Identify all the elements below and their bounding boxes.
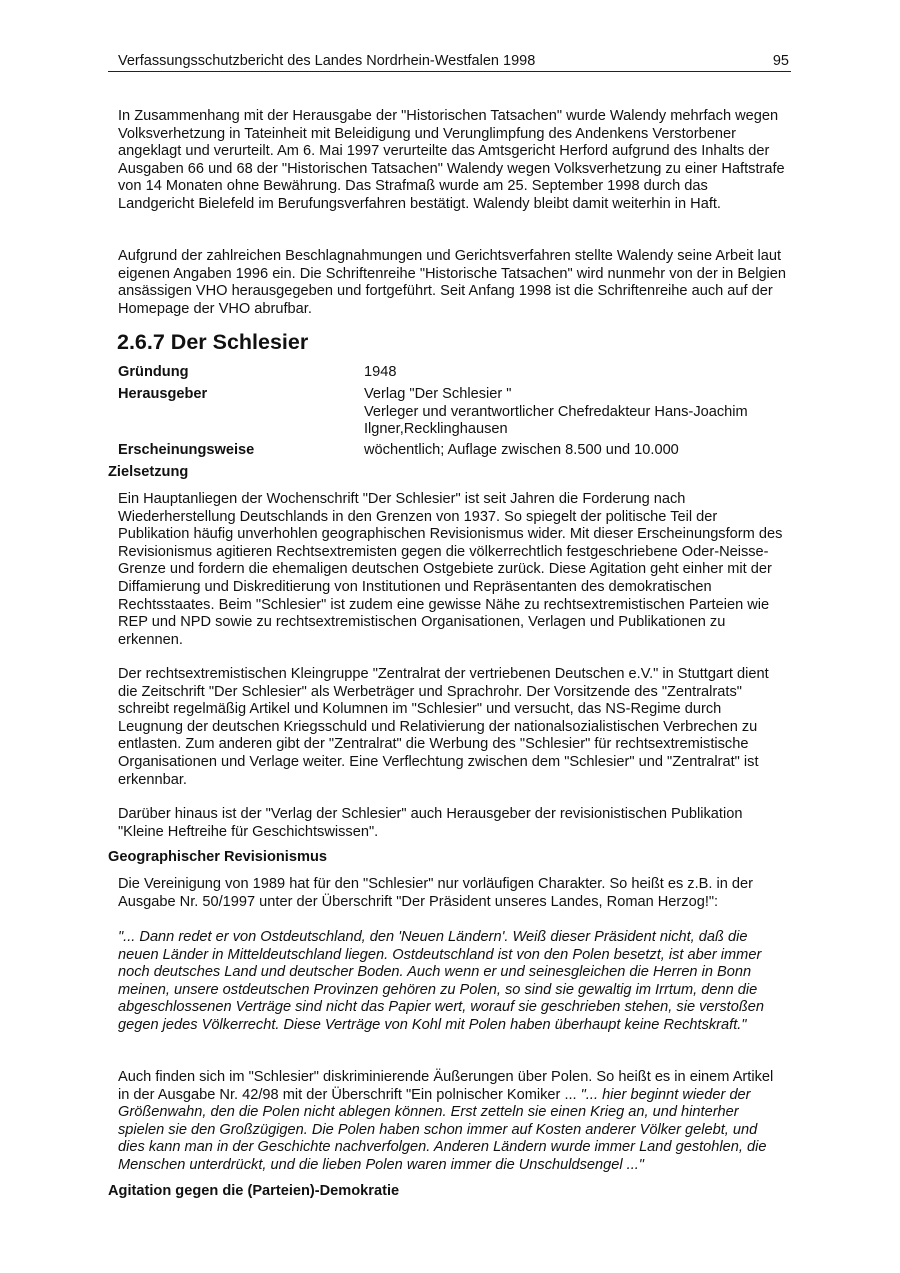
polen-text: Auch finden sich im "Schlesier" diskriminierende Äußerungen über Polen. So heißt es in einem Artikel in der Ausgabe Nr. 42/98 mit der Überschrift "Ein polnischer Komiker ... (118, 1069, 774, 1103)
herausgeber-line: Verleger und verantwortlicher Chefredakteur Hans-Joachim (364, 403, 748, 420)
zielsetzung-paragraph-1: Ein Hauptanliegen der Wochenschrift "Der Schlesier" ist seit Jahren die Forderung nach Wiederherstellung Deutschlands in den Grenzen von 1937. So spiegelt der politische Teil der Publikation häufig unverhohlen geographischen Revisionismus wider. Mit dieser Erscheinungsform des Revisionismus agitieren Rechtsextremisten gegen die völkerrechtlich festgeschriebene Oder-Neisse-Grenze und fordern die ehemaligen deutschen Ostgebiete zurück. Diese Agitation geht einher mit der Diffamierung und Diskreditierung von Institutionen und Repräsentanten des demokratischen Rechtsstaates. Beim "Schlesier" ist zudem eine gewisse Nähe zu rechtsextremistischen Parteien wie REP und NPD sowie zu rechtsextremistischen Organisationen, Verlagen und Publikationen zu erkennen. (118, 491, 783, 648)
fact-label-herausgeber: Herausgeber (118, 386, 208, 402)
fact-value-gruendung: 1948 (364, 364, 397, 380)
running-header (108, 53, 791, 72)
section-title: 2.6.7 Der Schlesier (117, 330, 309, 354)
intro-paragraph-1: In Zusammenhang mit der Herausgabe der "Historischen Tatsachen" wurde Walendy mehrfach wegen Volksverhetzung in Tateinheit mit Beleidigung und Verunglimpfung des Andenkens Verstorbener angeklagt und verurteilt. Am 6. Mai 1997 verurteilte das Amtsgericht Herford aufgrund des Inhalts der Ausgaben 66 und 68 der "Historischen Tatsachen" Walendy wegen Volksverhetzung zu einer Haftstrafe von 14 Monaten ohne Bewährung. Das Strafmaß wurde am 25. September 1998 durch das Landgericht Bielefeld im Berufungsverfahren bestätigt. Walendy bleibt damit weiterhin in Haft. (118, 108, 785, 212)
page-number: 95 (772, 53, 789, 69)
fact-value-erscheinungsweise: wöchentlich; Auflage zwischen 8.500 und 10.000 (364, 442, 679, 458)
polen-paragraph (118, 1069, 788, 1175)
intro-paragraph-2: Aufgrund der zahlreichen Beschlagnahmungen und Gerichtsverfahren stellte Walendy seine Arbeit laut eigenen Angaben 1996 ein. Die Schriftenreihe "Historische Tatsachen" wird nunmehr von der in Belgien ansässigen VHO herausgegeben und fortgeführt. Seit Anfang 1998 ist die Schriftenreihe auch auf der Homepage der VHO abrufbar. (118, 248, 787, 317)
fact-label-gruendung: Gründung (118, 364, 189, 380)
herausgeber-line: Ilgner,Recklinghausen (364, 421, 508, 438)
fact-value-herausgeber (364, 386, 784, 439)
zielsetzung-paragraph-3: Darüber hinaus ist der "Verlag der Schlesier" auch Herausgeber der revisionistischen Publikation "Kleine Heftreihe für Geschichtswissen". (118, 806, 743, 840)
heading-geographischer-revisionismus: Geographischer Revisionismus (108, 849, 327, 865)
polen-quote: "... hier beginnt wieder der Größenwahn, den die Polen nicht ablegen können. Erst zetteln sie einen Krieg an, und hinterher spielen sie den Großzügigen. Die Polen haben schon immer auf Kosten anderer Völker gelebt, und dies kann man in der Geschichte nachverfolgen. Anderen Ländern wurde immer Land gestohlen, die Menschen unterdrückt, und die lieben Polen waren immer die Unschuldsengel ..." (118, 1086, 767, 1173)
heading-zielsetzung: Zielsetzung (108, 464, 189, 480)
herausgeber-line: Verlag "Der Schlesier " (364, 386, 512, 402)
heading-agitation: Agitation gegen die (Parteien)-Demokratie (108, 1183, 400, 1199)
quote-herzog: "... Dann redet er von Ostdeutschland, den 'Neuen Ländern'. Weiß dieser Präsident nicht, daß die neuen Länder in Mitteldeutschland liegen. Ostdeutschland ist von den Polen besetzt, ist aber immer noch deutsches Land und deutscher Boden. Auch wenn er und seinesgleichen die Herren in Bonn meinen, unsere ostdeutschen Provinzen gehören zu Polen, so sind sie gewaltig im Irrtum, denn die abgeschlossenen Verträge sind nicht das Papier wert, worauf sie geschrieben stehen, sie verstoßen gegen jedes Völkerrecht. Diese Verträge von Kohl mit Polen haben überhaupt keine Rechtskraft." (118, 929, 765, 1033)
geographisch-intro: Die Vereinigung von 1989 hat für den "Schlesier" nur vorläufigen Charakter. So heißt es z.B. in der Ausgabe Nr. 50/1997 unter der Überschrift "Der Präsident unseres Landes, Roman Herzog!": (118, 876, 754, 910)
zielsetzung-paragraph-2: Der rechtsextremistischen Kleingruppe "Zentralrat der vertriebenen Deutschen e.V." in Stuttgart dient die Zeitschrift "Der Schlesier" als Werbeträger und Sprachrohr. Der Vorsitzende des "Zentralrats" schreibt regelmäßig Artikel und Kolumnen im "Schlesier" und versucht, das NS-Regime durch Leugnung der deutschen Kriegsschuld und Relativierung der nationalsozialistischen Verbrechen zu entlasten. Zum anderen gibt der "Zentralrat" die Werbung des "Schlesier" für rechtsextremistische Organisationen und Verlage weiter. Eine Verflechtung zwischen dem "Schlesier" und "Zentralrat" ist erkennbar. (118, 666, 769, 788)
fact-label-erscheinungsweise: Erscheinungsweise (118, 442, 255, 458)
header-title: Verfassungsschutzbericht des Landes Nordrhein-Westfalen 1998 (118, 53, 536, 69)
